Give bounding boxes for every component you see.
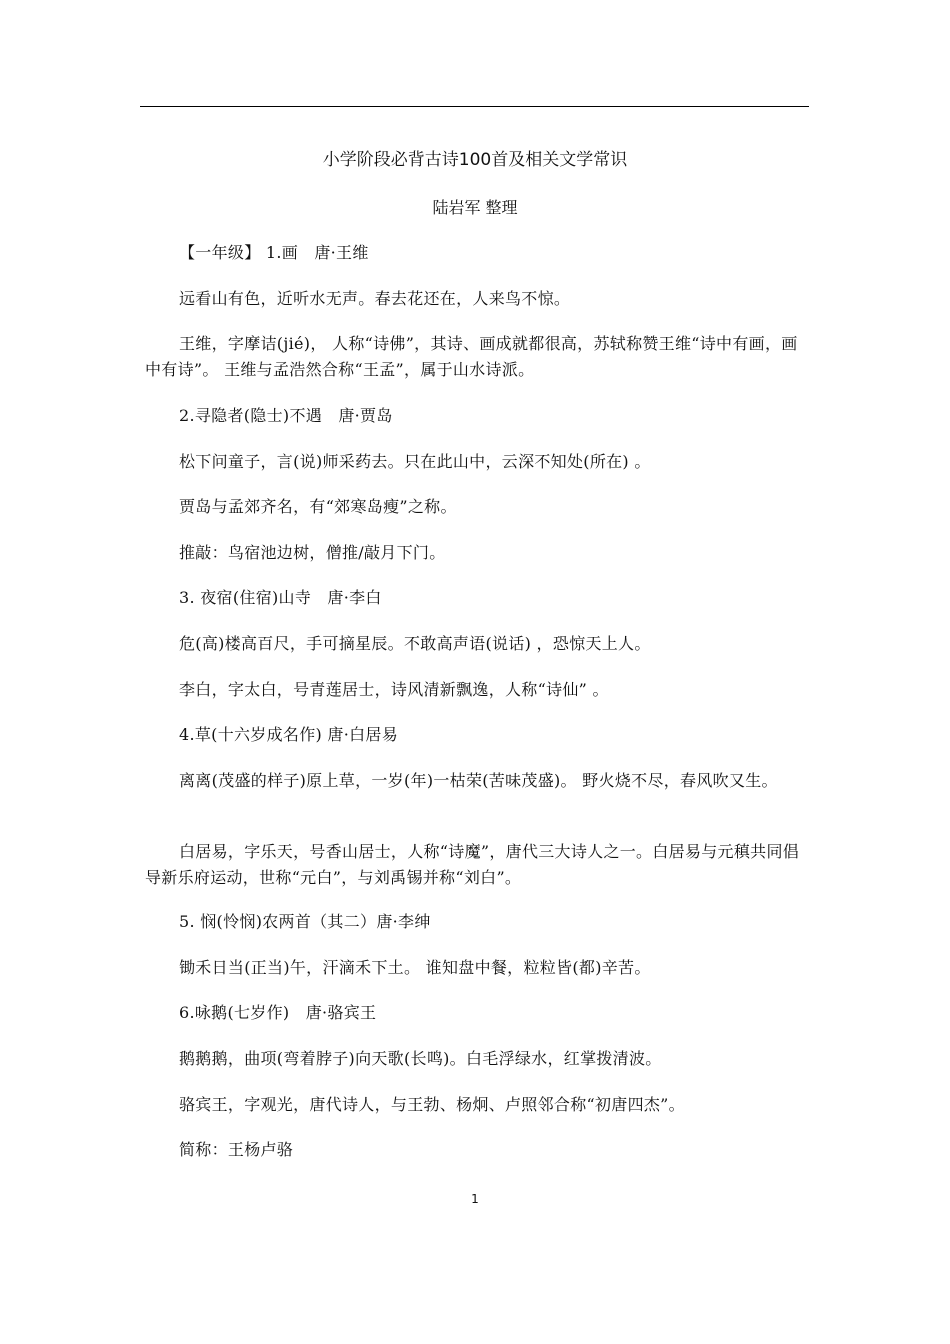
document-author: 陆岩军 整理 [432,198,518,217]
poem-heading: 2.寻隐者(隐士)不遇 唐·贾岛 [179,406,393,425]
poem-text: 鹅鹅鹅，曲项(弯着脖子)向天歌(长鸣)。白毛浮绿水，红掌拨清波。 [179,1049,662,1068]
poet-note: 白居易，字乐天，号香山居士，人称“诗魔”，唐代三大诗人之一。白居易与元稹共同倡导新乐府运动，世称“元白”，与刘禹锡并称“刘白”。 [145,842,800,887]
poet-note: 推敲：鸟宿池边树，僧推/敲月下门。 [179,543,446,562]
page-number: 1 [471,1192,479,1206]
poem-text: 远看山有色，近听水无声。春去花还在，人来鸟不惊。 [179,289,571,308]
header-rule [140,106,809,107]
poem-heading: 【一年级】 1.画 唐·王维 [179,243,369,262]
poet-note: 骆宾王，字观光，唐代诗人，与王勃、杨炯、卢照邻合称“初唐四杰”。 [179,1095,685,1114]
poem-text: 离离(茂盛的样子)原上草，一岁(年)一枯荣(苦味茂盛)。 野火烧不尽，春风吹又生。 [179,771,778,790]
poet-note: 贾岛与孟郊齐名，有“郊寒岛瘦”之称。 [179,497,457,516]
poem-text: 锄禾日当(正当)午，汗滴禾下土。 谁知盘中餐，粒粒皆(都)辛苦。 [179,958,651,977]
poem-heading: 4.草(十六岁成名作) 唐·白居易 [179,725,399,744]
poem-text: 松下问童子，言(说)师采药去。只在此山中，云深不知处(所在) 。 [179,452,651,471]
poem-heading: 3. 夜宿(住宿)山寺 唐·李白 [179,588,382,607]
document-title: 小学阶段必背古诗100首及相关文学常识 [322,150,628,170]
poet-note: 简称：王杨卢骆 [179,1140,294,1159]
poem-heading: 6.咏鹅(七岁作) 唐·骆宾王 [179,1003,377,1022]
poet-note: 王维，字摩诘(jié)， 人称“诗佛”，其诗、画成就都很高，苏轼称赞王维“诗中有画，画中有诗”。 王维与孟浩然合称“王孟”，属于山水诗派。 [145,334,798,379]
poem-text: 危(高)楼高百尺，手可摘星辰。不敢高声语(说话) ，恐惊天上人。 [179,634,651,653]
poet-note: 李白，字太白，号青莲居士，诗风清新飘逸，人称“诗仙” 。 [179,680,609,699]
poem-heading: 5. 悯(怜悯)农两首（其二）唐·李绅 [179,912,431,931]
